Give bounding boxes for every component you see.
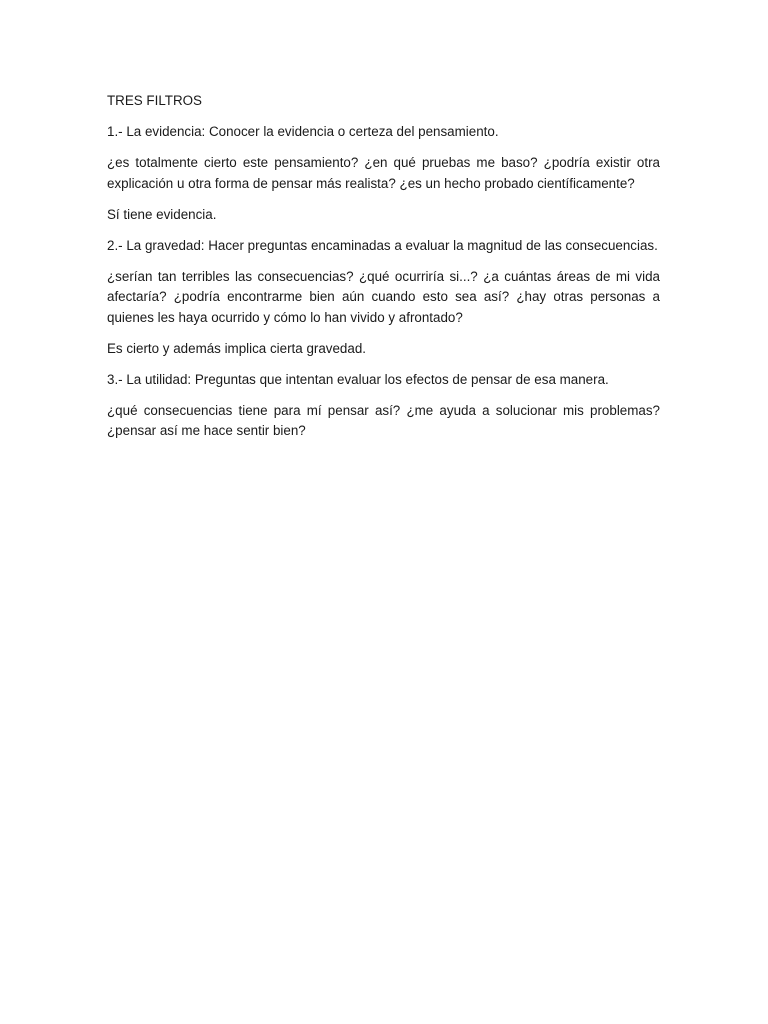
document-body [107,91,660,452]
filter-1-heading: 1.- La evidencia: Conocer la evidencia o certeza del pensamiento. [107,124,499,139]
filter-3-questions: ¿qué consecuencias tiene para mí pensar así? ¿me ayuda a solucionar mis problemas? ¿pensar así me hace sentir bien? [107,402,660,438]
filter-2-questions: ¿serían tan terribles las consecuencias? ¿qué ocurriría si...? ¿a cuántas áreas de mi vida afectaría? ¿podría encontrarme bien aún cuando esto sea así? ¿hay otras personas a quienes les haya ocurrido y cómo lo han vivido y afrontado? [107,268,660,325]
filter-3-heading: 3.- La utilidad: Preguntas que intentan evaluar los efectos de pensar de esa manera. [107,371,609,387]
filter-1-answer: Sí tiene evidencia. [107,206,217,222]
document-title: TRES FILTROS [107,93,202,108]
filter-1-questions: ¿es totalmente cierto este pensamiento? ¿en qué pruebas me baso? ¿podría existir otra explicación u otra forma de pensar más realista? ¿es un hecho probado científicamente? [107,155,660,191]
filter-2-heading: 2.- La gravedad: Hacer preguntas encaminadas a evaluar la magnitud de las consecuencias. [107,237,658,253]
filter-2-answer: Es cierto y además implica cierta gravedad. [107,340,366,356]
